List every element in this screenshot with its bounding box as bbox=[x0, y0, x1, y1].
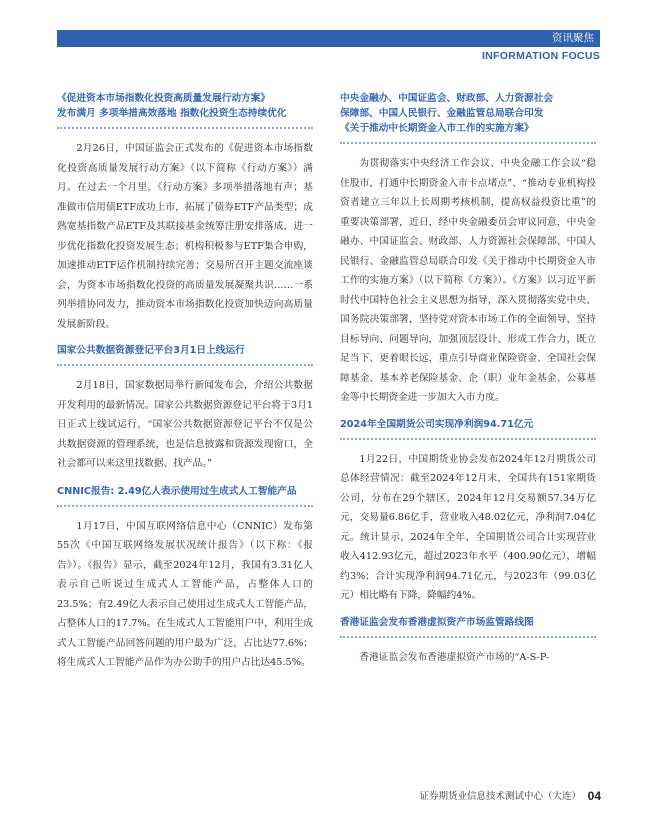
article-title-line: 发布满月 多项举措高效落地 指数化投资生态持续优化 bbox=[57, 108, 287, 119]
article-long-term-funds bbox=[340, 91, 596, 408]
article-body: 为贯彻落实中央经济工作会议、中央金融工作会议“稳住股市，打通中长期资金入市卡点堵点”、“推动专业机构投资者建立三年以上长周期考核机制，提高权益投资比重”的重要决策部署，近日，经中央金融委员会审议同意，中央金融办、中国证监会、财政部、人力资源社会保障部、中国人民银行、金融监管总局联合印发《关于推动中长期资金入市工作的实施方案》（以下简称《方案》）。《方案》以习近平新时代中国特色社会主义思想为指导，深入贯彻落实党中央、国务院决策部署，坚持党对资本市场工作的全面领导，坚持目标导向、问题导向，加强顶层设计、形成工作合力，既立足当下、更着眼长远，重点引导商业保险资金、全国社会保障基金、基本养老保险基金、企（职）业年金基金、公募基金等中长期资金进一步加大入市力度。 bbox=[340, 158, 596, 403]
article-public-data-platform bbox=[57, 343, 313, 474]
article-index-investment bbox=[57, 91, 313, 334]
title-divider bbox=[340, 142, 596, 144]
title-divider bbox=[57, 505, 313, 507]
article-futures-profit bbox=[340, 417, 596, 606]
article-body: 香港证监会发布香港虚拟资产市场的“A-S-P- bbox=[359, 651, 550, 663]
left-column bbox=[57, 91, 313, 673]
title-divider bbox=[340, 438, 596, 440]
article-title: CNNIC报告: 2.49亿人表示使用过生成式人工智能产品 bbox=[57, 485, 297, 497]
title-divider bbox=[340, 636, 596, 638]
section-title-en: INFORMATION FOCUS bbox=[481, 50, 600, 62]
page-number: 04 bbox=[587, 789, 601, 803]
title-divider bbox=[57, 364, 313, 366]
article-title: 香港证监会发布香港虚拟资产市场监管路线图 bbox=[340, 616, 534, 628]
title-divider bbox=[57, 127, 313, 129]
article-title-line: 保障部、中国人民银行、金融监管总局联合印发 bbox=[340, 108, 544, 119]
article-body: 2月26日，中国证监会正式发布的《促进资本市场指数化投资高质量发展行动方案》（以下简称《行动方案》）满月。在过去一个月里，《行动方案》多项举措落地有声；基准做市信用债ETF成功上市，拓展了债券ETF产品类型；成熟宽基指数产品ETF及其联接基金统筹注册安排落成，进一步优化指数化投资发展生态；机构积极参与ETF集合申购，加速推动ETF运作机制持续完善；交易所召开主题交流座谈会，为资本市场指数化投资的高质量发展凝聚共识……一系列举措协同发力，推动资本市场指数化投资加快迈向高质量发展新阶段。 bbox=[57, 143, 313, 330]
header-bar bbox=[57, 30, 600, 47]
article-body: 2月18日，国家数据局举行新闻发布会，介绍公共数据开发利用的最新情况。国家公共数据资源登记平台将于3月1日正式上线试运行，“国家公共数据资源登记平台不仅是公共数据资源的管理系统，也是信息披露和资源发现窗口，全社会都可以来这里找数据、找产品。” bbox=[57, 380, 313, 469]
article-cnnic-report bbox=[57, 484, 313, 673]
article-body: 1月17日，中国互联网络信息中心（CNNIC）发布第55次《中国互联网络发展状况统计报告》（以下称：《报告》）。《报告》显示，截至2024年12月，我国有3.31亿人表示自己听说过生成式人工智能产品，占整体人口的23.5%；有2.49亿人表示自己使用过生成式人工智能产品，占整体人口的17.7%。在生成式人工智能用户中，利用生成式人工智能产品回答问题的用户最为广泛，占比达77.6%；将生成式人工智能产品作为办公助手的用户占比达45.5%。 bbox=[57, 520, 313, 668]
right-column bbox=[340, 91, 596, 667]
article-title-line: 中央金融办、中国证监会、财政部、人力资源社会 bbox=[340, 93, 554, 104]
article-title-line: 《促进资本市场指数化投资高质量发展行动方案》 bbox=[57, 93, 271, 104]
footer-organization: 证券期货业信息技术测试中心（大连） bbox=[419, 791, 581, 802]
article-title-line: 《关于推动中长期资金入市工作的实施方案》 bbox=[340, 123, 534, 134]
article-title: 2024年全国期货公司实现净利润94.71亿元 bbox=[340, 418, 534, 430]
article-title: 国家公共数据资源登记平台3月1日上线运行 bbox=[57, 345, 245, 356]
article-body: 1月22日，中国期货业协会发布2024年12月期货公司总体经营情况：截至2024年12月末，全国共有151家期货公司，分布在29个辖区，2024年12月交易额57.34万亿元，交易量6.86亿手，营业收入48.02亿元，净利润7.04亿元。统计显示，2024年全年，全国期货公司合计实现营业收入412.93亿元，超过2023年水平（400.90亿元），增幅约3%；合计实现净利润94.71亿元，与2023年（99.03亿元）相比略有下降，降幅约4%。 bbox=[340, 453, 596, 601]
section-title-cn: 资讯聚焦 bbox=[552, 32, 594, 44]
article-hk-virtual-assets bbox=[340, 615, 596, 668]
